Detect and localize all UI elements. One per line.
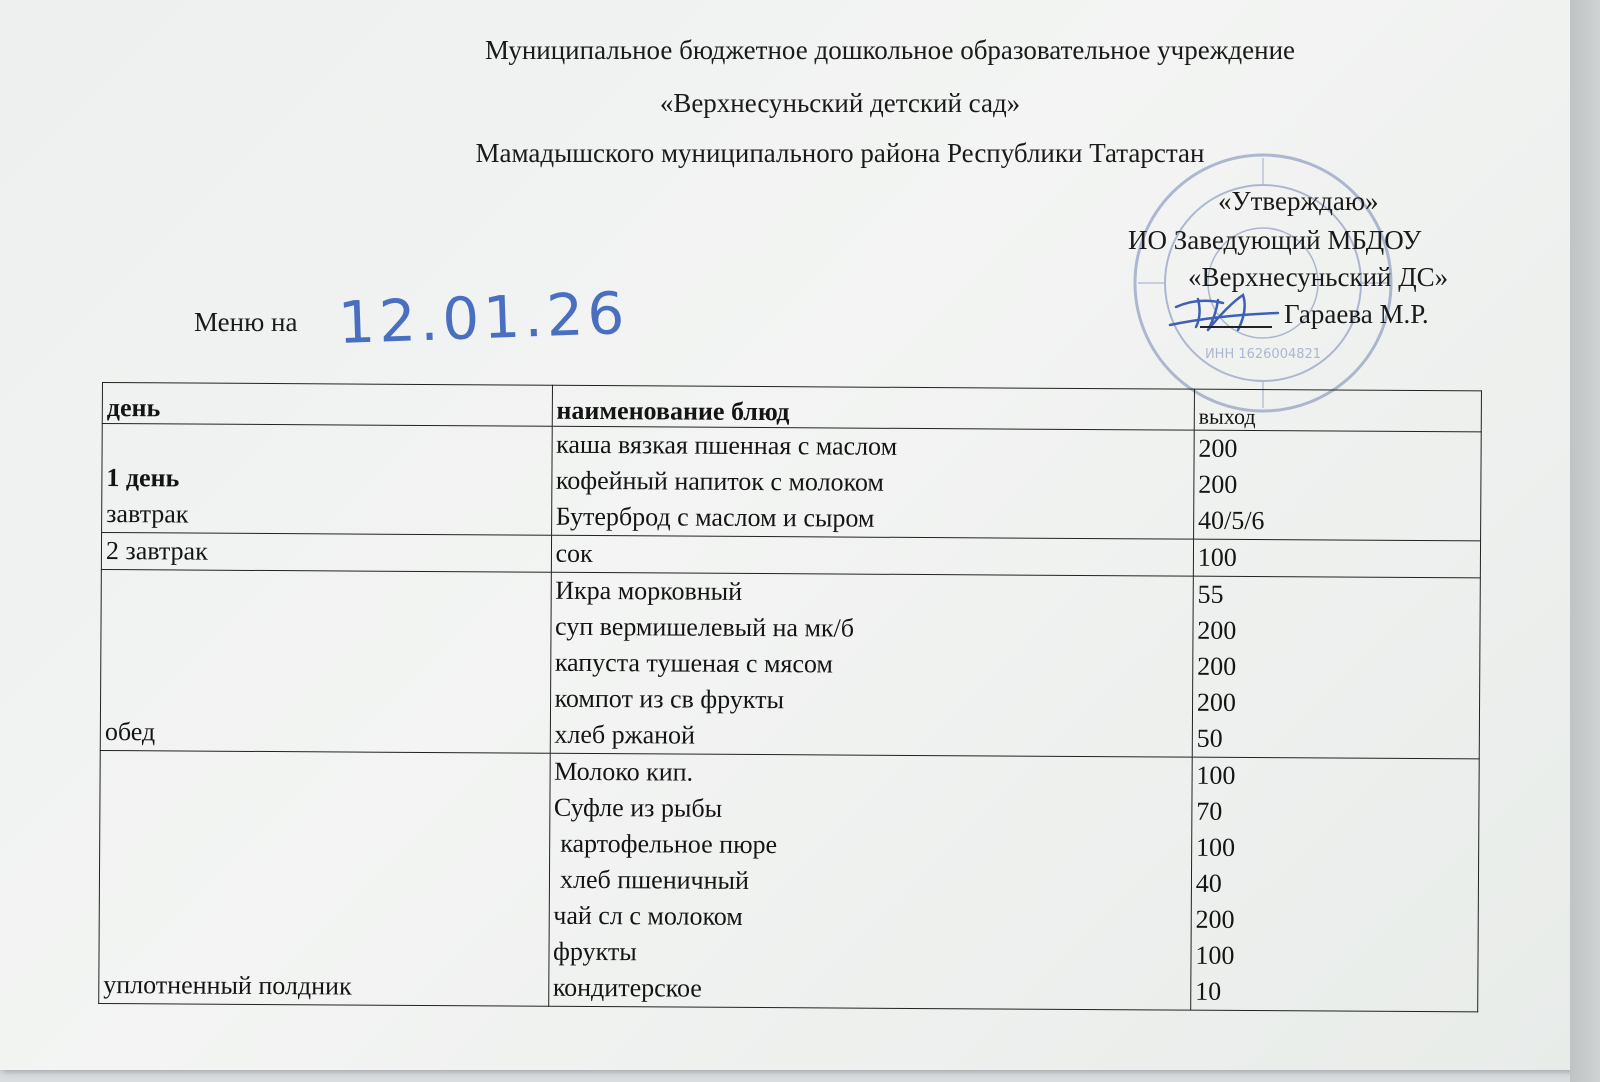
menu-table-body (99, 424, 1482, 1012)
menu-table (98, 382, 1482, 1012)
output-value: 100 (1196, 760, 1236, 790)
menu-label: Меню на (194, 307, 298, 337)
dishes-cell (550, 572, 1193, 757)
header-output: выход (1194, 389, 1481, 432)
header-line-1: Муниципальное бюджетное дошкольное образовательное учреждение (485, 35, 1295, 65)
dish-name: фрукты (553, 936, 637, 967)
header-day: день (102, 383, 552, 427)
approver-name: Гараева М.Р. (1284, 299, 1429, 329)
header-line-3: Мамадышского муниципального района Республики Татарстан (475, 138, 1205, 168)
output-value: 200 (1197, 651, 1237, 681)
dishes-cell (548, 753, 1192, 1010)
dish-name: каша вязкая пшенная с маслом (556, 429, 898, 461)
dish-name: чай сл с молоком (553, 900, 743, 931)
table-row (102, 424, 1482, 541)
output-value: 100 (1195, 940, 1235, 970)
meal-name: обед (104, 717, 156, 747)
output-value: 200 (1198, 433, 1238, 463)
signature-icon (1168, 285, 1288, 340)
dishes-cell (551, 426, 1194, 539)
dish-name: суп вермишелевый на мк/б (555, 611, 855, 643)
output-value: 200 (1197, 615, 1237, 645)
output-value: 200 (1195, 904, 1235, 934)
table-row (99, 750, 1480, 1011)
output-value: 55 (1197, 579, 1224, 609)
day-number: 1 день (106, 463, 180, 493)
output-value: 200 (1198, 469, 1238, 499)
output-cell (1193, 539, 1480, 578)
day-cell (101, 533, 551, 573)
output-value: 40/5/6 (1197, 505, 1265, 536)
meal-name: завтрак (106, 499, 189, 529)
header-dish: наименование блюд (552, 385, 1195, 430)
output-value: 200 (1196, 687, 1237, 717)
dish-name: компот из св фрукты (554, 683, 785, 715)
approver-position: ИО Заведующий МБДОУ (1128, 225, 1422, 255)
handwritten-menu-date: 12.01.26 (336, 278, 630, 358)
dish-name: Бутерброд с маслом и сыром (555, 501, 875, 533)
output-value: 40 (1195, 868, 1222, 898)
dish-name: Суфле из рыбы (553, 792, 723, 823)
dishes-cell (551, 535, 1193, 576)
output-cell (1192, 576, 1480, 759)
dish-name: хлеб ржаной (554, 719, 696, 750)
dish-name: Икра морковный (555, 575, 743, 606)
dish-name: кондитерское (552, 972, 702, 1003)
approver-organization: «Верхнесуньский ДС» (1188, 262, 1449, 292)
header-line-2: «Верхнесуньский детский сад» (659, 88, 1021, 118)
output-cell (1191, 757, 1480, 1012)
dish-name: кофейный напиток с молоком (555, 465, 884, 497)
meal-name: 2 завтрак (105, 536, 208, 566)
signature-line (1200, 326, 1272, 328)
output-cell (1193, 430, 1481, 541)
day-cell (102, 424, 552, 536)
stamp-inn-text: ИНН 1626004821 (1204, 347, 1322, 362)
output-value: 10 (1195, 976, 1222, 1006)
approve-label: «Утверждаю» (1218, 186, 1379, 216)
dish-name: хлеб пшеничный (553, 864, 750, 895)
dish-name: картофельное пюре (553, 828, 778, 860)
dish-name: капуста тушеная с мясом (554, 647, 834, 679)
meal-name: уплотненный полдник (103, 970, 352, 1001)
table-row (100, 569, 1480, 758)
day-cell (100, 569, 551, 753)
paper-edge (1570, 0, 1600, 1082)
output-value: 50 (1196, 723, 1223, 753)
output-value: 100 (1195, 832, 1236, 862)
output-value: 100 (1197, 542, 1237, 572)
dish-name: Молоко кип. (554, 756, 694, 787)
day-cell (99, 750, 550, 1006)
output-value: 70 (1196, 796, 1223, 826)
dish-name: сок (555, 538, 593, 569)
